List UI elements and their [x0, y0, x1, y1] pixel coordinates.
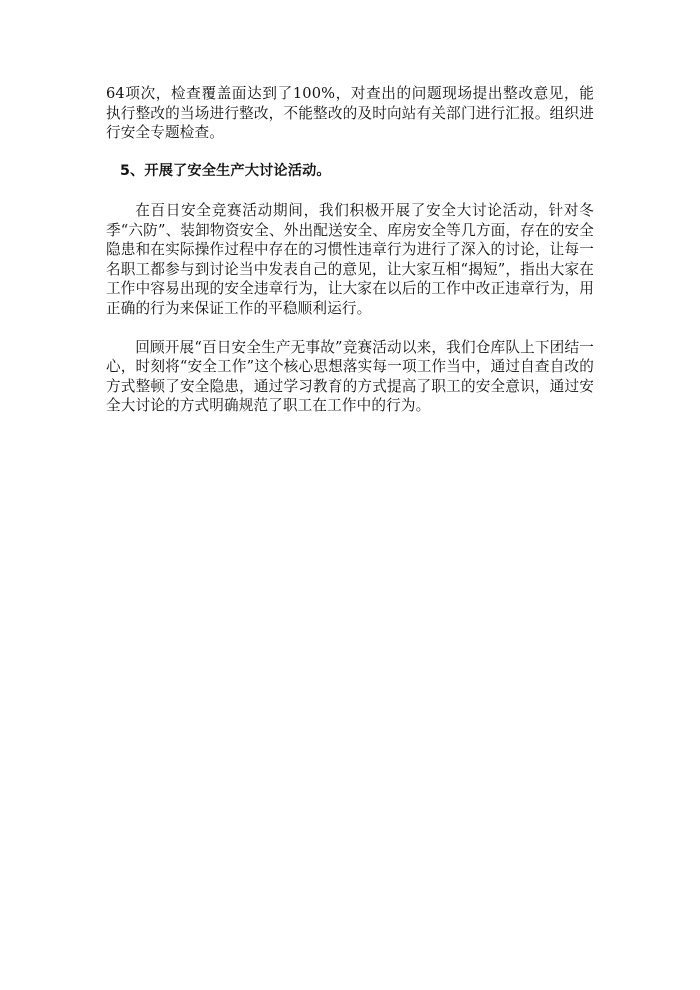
paragraph-review-summary: 回顾开展“百日安全生产无事故”竞赛活动以来，我们仓库队上下团结一心，时刻将“安全工作”这个核心思想落实每一项工作当中，通过自查自改的方式整顿了安全隐患，通过学习教育的方式提高了职工的安全意识，通过安全大讨论的方式明确规范了职工在工作中的行为。: [106, 338, 594, 414]
paragraph-safety-discussion: 在百日安全竞赛活动期间，我们积极开展了安全大讨论活动，针对冬季“六防”、装卸物资安全、外出配送安全、库房安全等几方面，存在的安全隐患和在实际操作过程中存在的习惯性违章行为进行了深入的讨论，让每一名职工都参与到讨论当中发表自己的意见，让大家互相“揭短”，指出大家在工作中容易出现的安全违章行为，让大家在以后的工作中改正违章行为，用正确的行为来保证工作的平稳顺利运行。: [106, 202, 594, 317]
section-heading-5: 5、开展了安全生产大讨论活动。: [120, 163, 331, 179]
paragraph-inspection-coverage: 64项次，检查覆盖面达到了100%，对查出的问题现场提出整改意见，能执行整改的当场进行整改，不能整改的及时向站有关部门进行汇报。组织进行安全专题检查。: [106, 85, 594, 141]
document-body: [106, 84, 594, 435]
